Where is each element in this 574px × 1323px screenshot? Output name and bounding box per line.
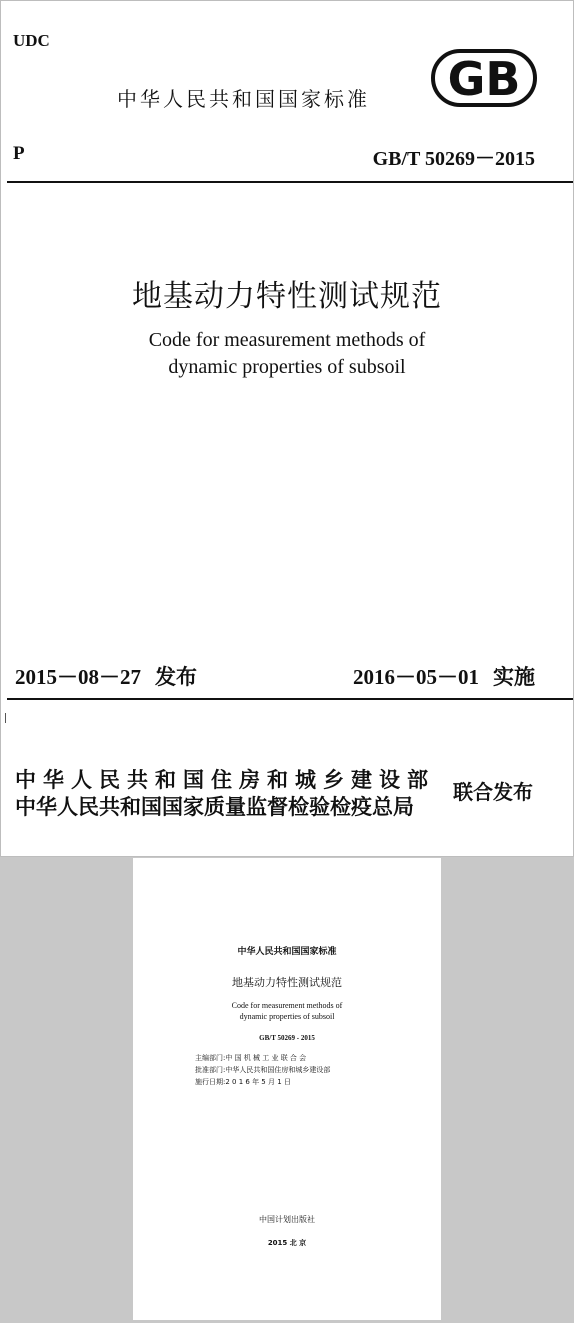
- top-rule: [7, 181, 573, 183]
- gb-logo: [431, 49, 537, 107]
- issuer-aqsiq: 中华人民共和国国家质量监督检验检疫总局: [15, 795, 414, 819]
- title-page-english-line-1: Code for measurement methods of: [231, 1001, 343, 1010]
- effective-date-block: [353, 661, 535, 691]
- title-page: [133, 858, 441, 1320]
- effective-line: 施行日期:2 0 1 6 年 5 月 1 日: [195, 1078, 291, 1086]
- udc-label: UDC: [13, 31, 50, 50]
- effective-date: 2016－05－01: [353, 665, 479, 689]
- title-page-standard-number: GB/T 50269 - 2015: [259, 1034, 315, 1042]
- joint-issue-label: 联合发布: [453, 780, 533, 804]
- title-english-line-1: Code for measurement methods of: [148, 329, 426, 351]
- issue-label: 发布: [155, 665, 197, 689]
- title-chinese: 地基动力特性测试规范: [132, 279, 442, 314]
- title-english-line-2: dynamic properties of subsoil: [168, 356, 406, 378]
- scan-mark: [5, 713, 6, 723]
- gb-logo-text: GB: [447, 52, 521, 106]
- standard-number: GB/T 50269－2015: [372, 148, 535, 170]
- title-page-english-line-2: dynamic properties of subsoil: [239, 1012, 335, 1021]
- title-page-title-chinese: 地基动力特性测试规范: [232, 976, 342, 989]
- issue-date: 2015－08－27: [15, 665, 141, 689]
- national-standard-heading: 中华人民共和国国家标准: [117, 87, 370, 111]
- title-page-title-english: [133, 1000, 441, 1022]
- title-page-national-standard: 中华人民共和国国家标准: [237, 947, 337, 957]
- title-english: [1, 327, 573, 381]
- approver-line: 批准部门:中华人民共和国住房和城乡建设部: [195, 1066, 331, 1074]
- effective-label: 实施: [493, 665, 535, 689]
- title-page-metadata: [195, 1052, 330, 1088]
- issue-date-block: [15, 661, 197, 691]
- editor-line: 主编部门:中 国 机 械 工 业 联 合 会: [195, 1054, 307, 1062]
- bottom-rule: [7, 698, 573, 700]
- category-letter: P: [13, 143, 25, 164]
- publisher: 中国计划出版社: [259, 1215, 315, 1224]
- publication-city-year: 2015 北 京: [267, 1239, 307, 1247]
- issuer-ministry-housing: 中华人民共和国住房和城乡建设部: [15, 768, 435, 792]
